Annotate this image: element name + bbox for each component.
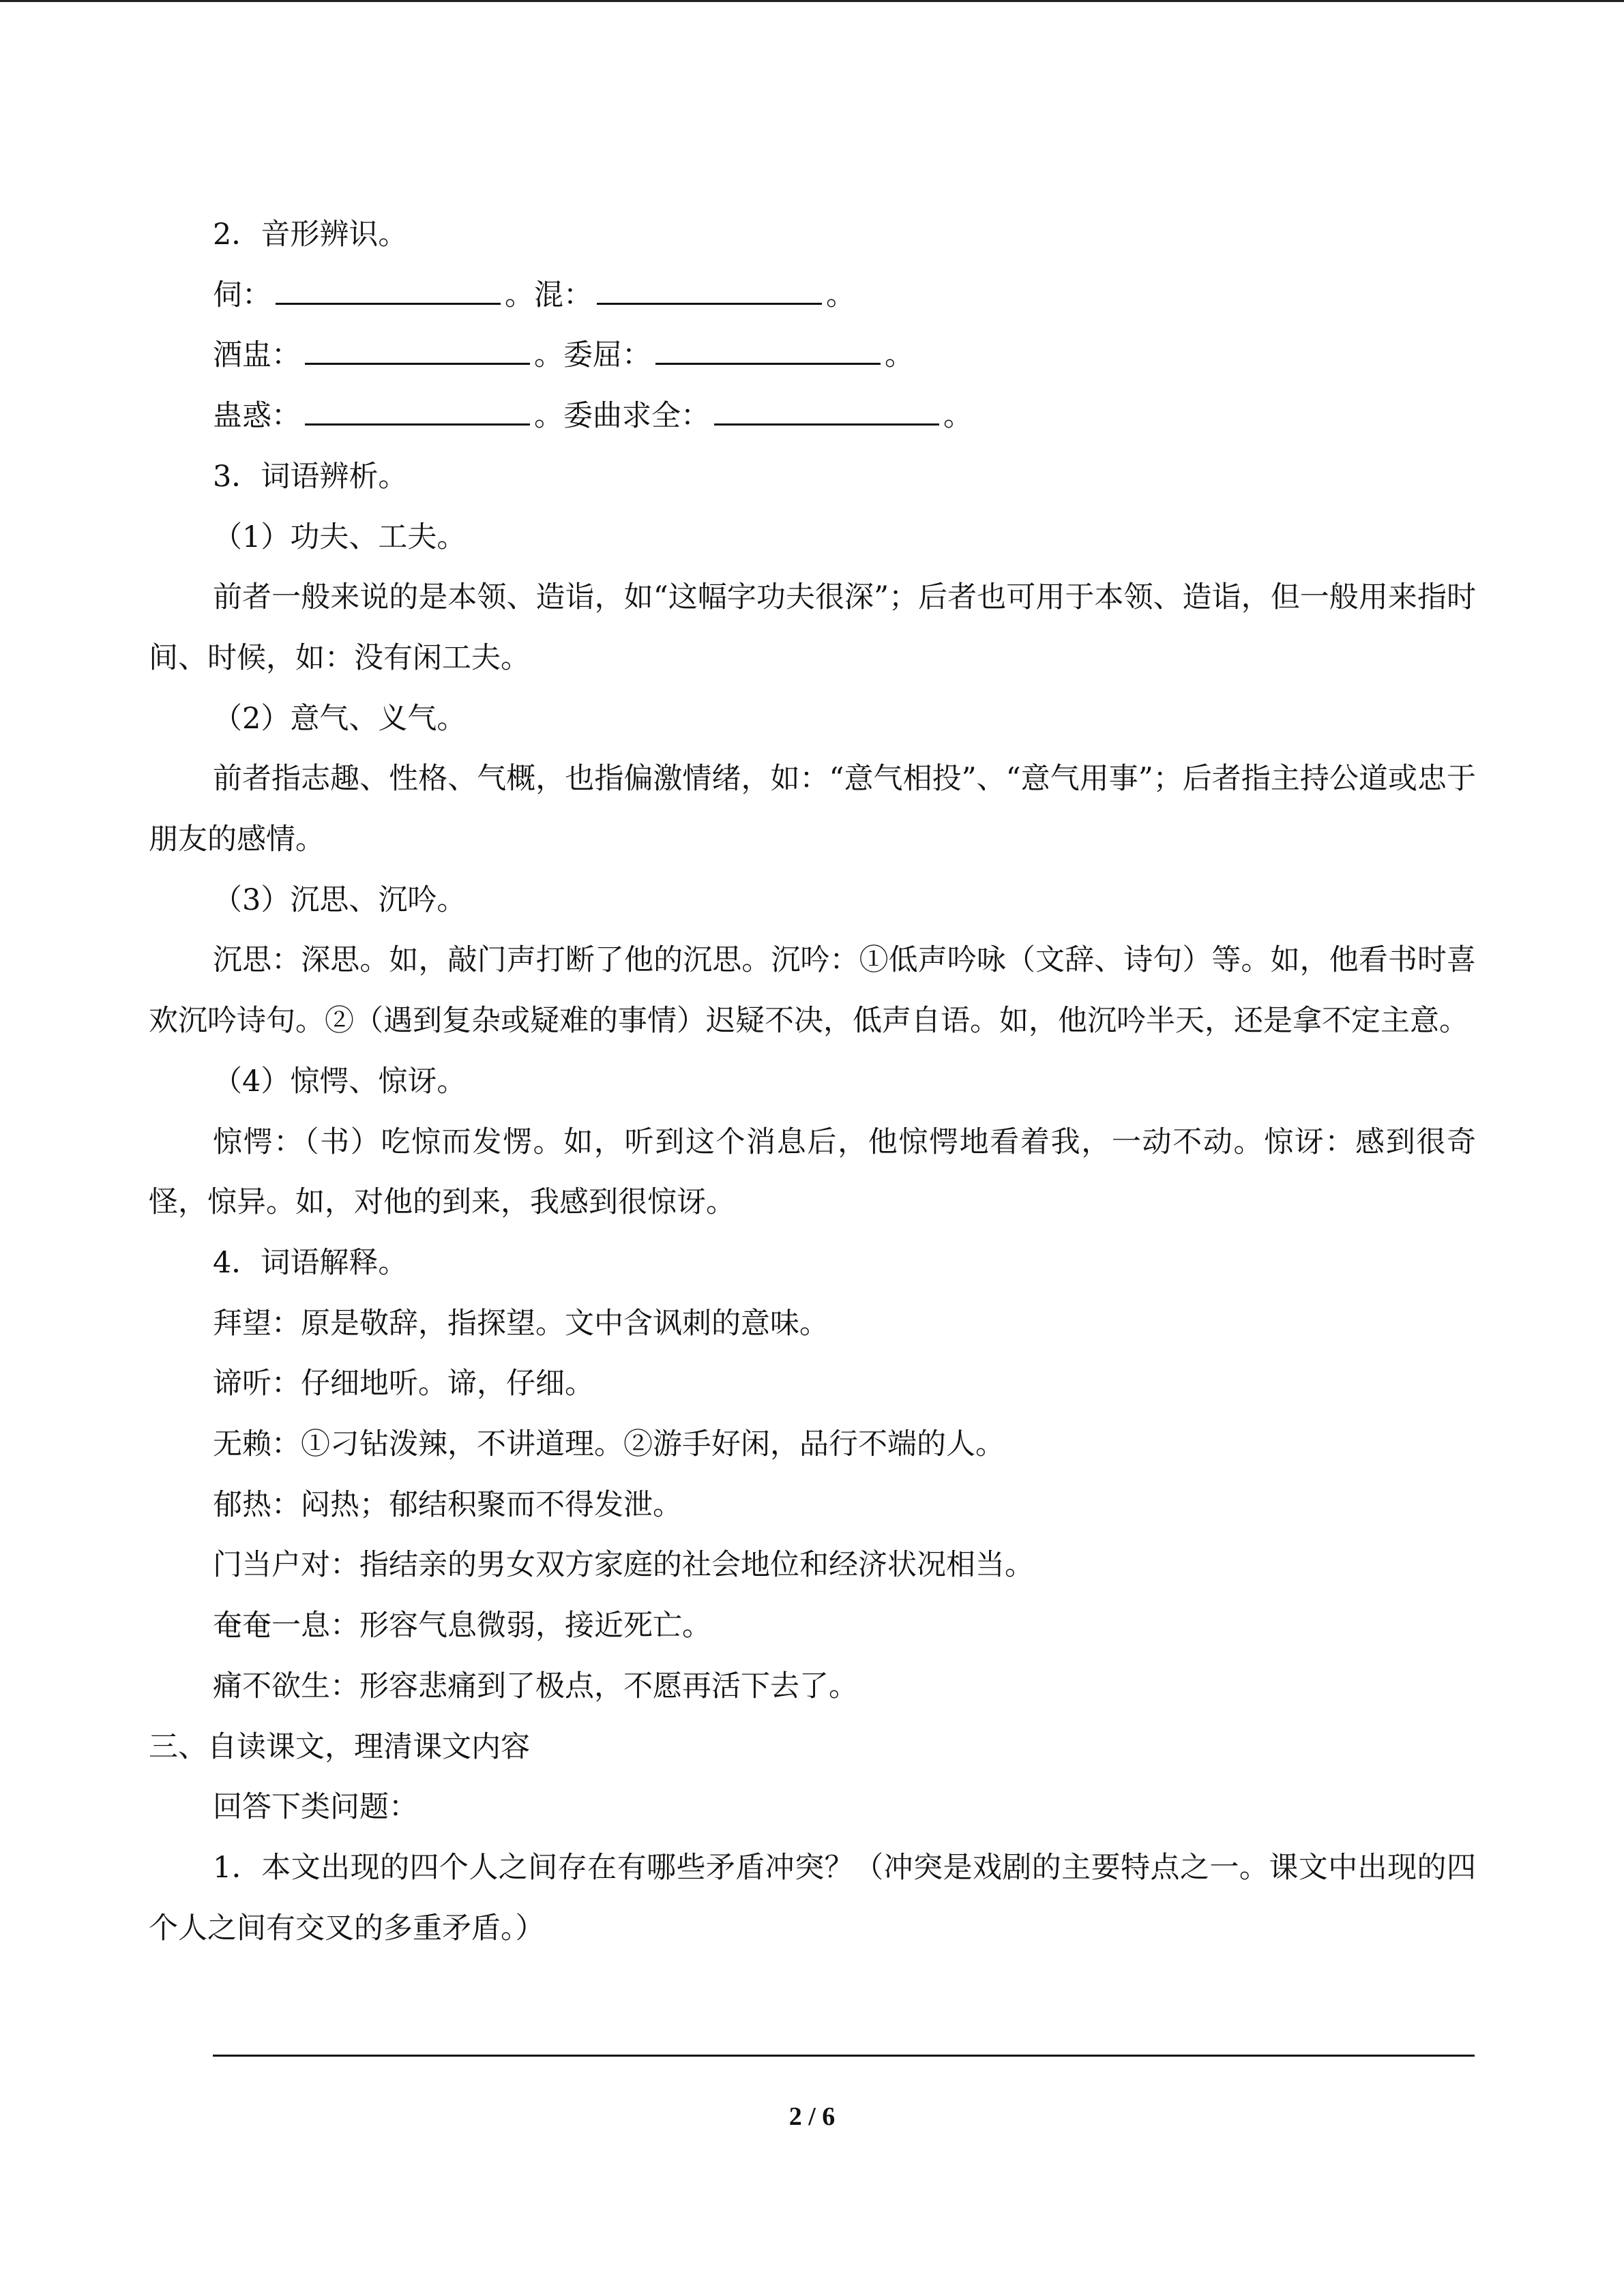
word-pair-explanation: 前者一般来说的是本领、造诣，如“这幅字功夫很深”；后者也可用于本领、造诣，但一般用来指时间、时候，如：没有闲工夫。 [149, 580, 1476, 675]
punctuation: 。 [534, 399, 563, 434]
fill-label: 混： [534, 278, 593, 312]
fill-label: 蛊惑： [213, 399, 301, 434]
word-definition: 奄奄一息：形容气息微弱，接近死亡。 [213, 1609, 711, 1643]
word-pair-title: （3）沉思、沉吟。 [213, 882, 467, 917]
fill-label: 伺： [213, 278, 271, 312]
word-pair-title: （4）惊愕、惊讶。 [213, 1064, 467, 1099]
top-border-line [0, 0, 1624, 2]
fill-row-2 [149, 325, 1476, 386]
fill-label: 酒盅： [213, 338, 301, 373]
word-pair-explanation: 沉思：深思。如，敲门声打断了他的沉思。沉吟：①低声吟咏（文辞、诗句）等。如，他看书时喜欢沉吟诗句。②（遇到复杂或疑难的事情）迟疑不决，低声自语。如，他沉吟半天，还是拿不定主意。 [149, 943, 1476, 1039]
word-definition: 无赖：①刁钻泼辣，不讲道理。②游手好闲，品行不端的人。 [213, 1427, 1005, 1462]
footer-divider [213, 2055, 1475, 2057]
word-definition: 拜望：原是敬辞，指探望。文中含讽刺的意味。 [213, 1306, 829, 1341]
answer-blank[interactable] [597, 275, 822, 305]
answer-blank[interactable] [714, 396, 939, 426]
word-pair-explanation: 惊愕：（书）吃惊而发愣。如，听到这个消息后，他惊愕地看着我，一动不动。惊讶：感到很奇怪，惊异。如，对他的到来，我感到很惊讶。 [149, 1124, 1476, 1220]
word-definition: 痛不欲生：形容悲痛到了极点，不愿再活下去了。 [213, 1669, 858, 1703]
punctuation: 。 [885, 338, 914, 373]
punctuation: 。 [943, 399, 973, 434]
word-definition: 谛听：仔细地听。谛，仔细。 [213, 1367, 594, 1401]
section-heading-pronunciation: 2．音形辨识。 [213, 218, 408, 252]
answer-blank[interactable] [655, 336, 881, 365]
punctuation: 。 [505, 278, 534, 312]
fill-row-3 [149, 386, 1476, 447]
word-pair-explanation: 前者指志趣、性格、气概，也指偏激情绪，如：“意气相投”、“意气用事”；后者指主持公道或忠于朋友的感情。 [149, 762, 1476, 857]
word-pair-title: （2）意气、义气。 [213, 701, 467, 736]
word-pair-title: （1）功夫、工夫。 [213, 520, 467, 554]
answer-blank[interactable] [305, 336, 530, 365]
punctuation: 。 [826, 278, 855, 312]
answer-blank[interactable] [305, 396, 530, 426]
fill-row-1 [149, 265, 1476, 326]
answer-blank[interactable] [276, 275, 501, 305]
word-definition: 郁热：闷热；郁结积聚而不得发泄。 [213, 1487, 682, 1522]
section-heading-word-explanation: 4．词语解释。 [213, 1245, 408, 1280]
part-heading-reading: 三、自读课文，理清课文内容 [149, 1729, 530, 1764]
section-heading-word-discrimination: 3．词语辨析。 [213, 459, 408, 494]
punctuation: 。 [534, 338, 563, 373]
question-text: 1．本文出现的四个人之间存在有哪些矛盾冲突？（冲突是戏剧的主要特点之一。课文中出现的四个人之间有交叉的多重矛盾。） [149, 1850, 1476, 1945]
fill-label: 委曲求全： [563, 399, 710, 434]
page-number: 2 / 6 [788, 2102, 836, 2131]
fill-label: 委屈： [563, 338, 651, 373]
question-prompt: 回答下类问题： [213, 1790, 418, 1825]
word-definition: 门当户对：指结亲的男女双方家庭的社会地位和经济状况相当。 [213, 1548, 1034, 1583]
page-content [149, 205, 1476, 1958]
